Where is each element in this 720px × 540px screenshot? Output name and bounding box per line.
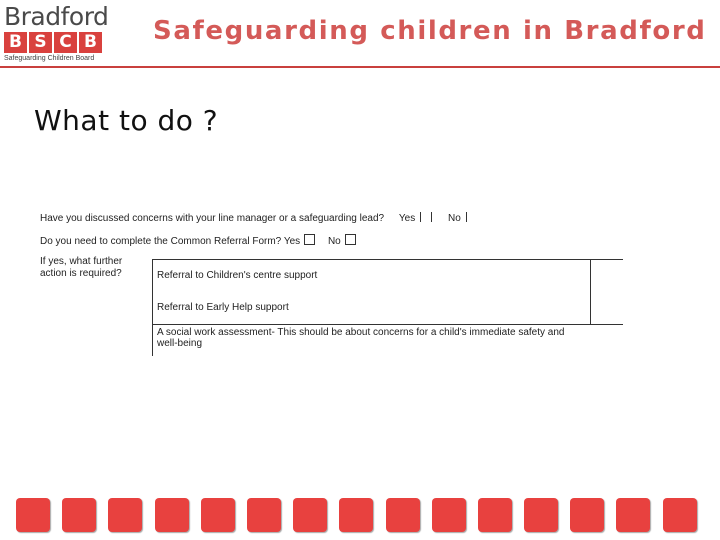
footer-square bbox=[108, 498, 142, 532]
no-checkbox[interactable] bbox=[466, 212, 467, 222]
footer-square bbox=[616, 498, 650, 532]
referral-form-excerpt bbox=[40, 206, 622, 356]
header-title: Safeguarding children in Bradford bbox=[153, 16, 707, 46]
header bbox=[0, 0, 720, 68]
footer-square bbox=[201, 498, 235, 532]
footer-square bbox=[16, 498, 50, 532]
footer-square bbox=[62, 498, 96, 532]
footer-square bbox=[339, 498, 373, 532]
no-label: No bbox=[447, 213, 461, 224]
table-divider bbox=[153, 324, 623, 325]
logo-letter-boxes bbox=[4, 32, 102, 53]
bscb-logo[interactable] bbox=[4, 4, 108, 64]
question-text: Have you discussed concerns with your line manager or a safeguarding lead? bbox=[40, 213, 385, 224]
question-common-referral-form bbox=[40, 234, 366, 247]
footer-square bbox=[155, 498, 189, 532]
checkbox-divider bbox=[431, 212, 432, 222]
yes-checkbox[interactable] bbox=[420, 212, 421, 222]
logo-letter: C bbox=[54, 32, 77, 53]
footer-square bbox=[386, 498, 420, 532]
action-options-table bbox=[152, 259, 623, 356]
logo-letter: S bbox=[29, 32, 52, 53]
footer-squares bbox=[16, 498, 697, 532]
yes-checkbox[interactable] bbox=[304, 234, 315, 245]
question-text: Do you need to complete the Common Referral Form? bbox=[40, 236, 282, 247]
logo-subtitle: Safeguarding Children Board bbox=[4, 55, 95, 62]
footer-square bbox=[432, 498, 466, 532]
footer-square bbox=[293, 498, 327, 532]
yes-label: Yes bbox=[398, 213, 416, 224]
logo-letter: B bbox=[4, 32, 27, 53]
question-further-action: If yes, what further action is required? bbox=[40, 256, 123, 279]
option-childrens-centre[interactable]: Referral to Children's centre support bbox=[157, 270, 318, 281]
footer-square bbox=[570, 498, 604, 532]
table-divider bbox=[590, 260, 591, 324]
footer-square bbox=[524, 498, 558, 532]
option-social-work-assessment[interactable]: A social work assessment- This should be about concerns for a child's immediate safety and well-being bbox=[157, 327, 565, 349]
no-label: No bbox=[327, 236, 341, 247]
footer-square bbox=[247, 498, 281, 532]
logo-wordmark: Bradford bbox=[4, 2, 109, 31]
option-early-help[interactable]: Referral to Early Help support bbox=[157, 302, 289, 313]
yes-label: Yes bbox=[283, 236, 301, 247]
question-discussed-concerns bbox=[40, 212, 472, 224]
footer-square bbox=[478, 498, 512, 532]
footer-square bbox=[663, 498, 697, 532]
no-checkbox[interactable] bbox=[345, 234, 356, 245]
slide-title: What to do ? bbox=[34, 104, 219, 137]
logo-letter: B bbox=[79, 32, 102, 53]
